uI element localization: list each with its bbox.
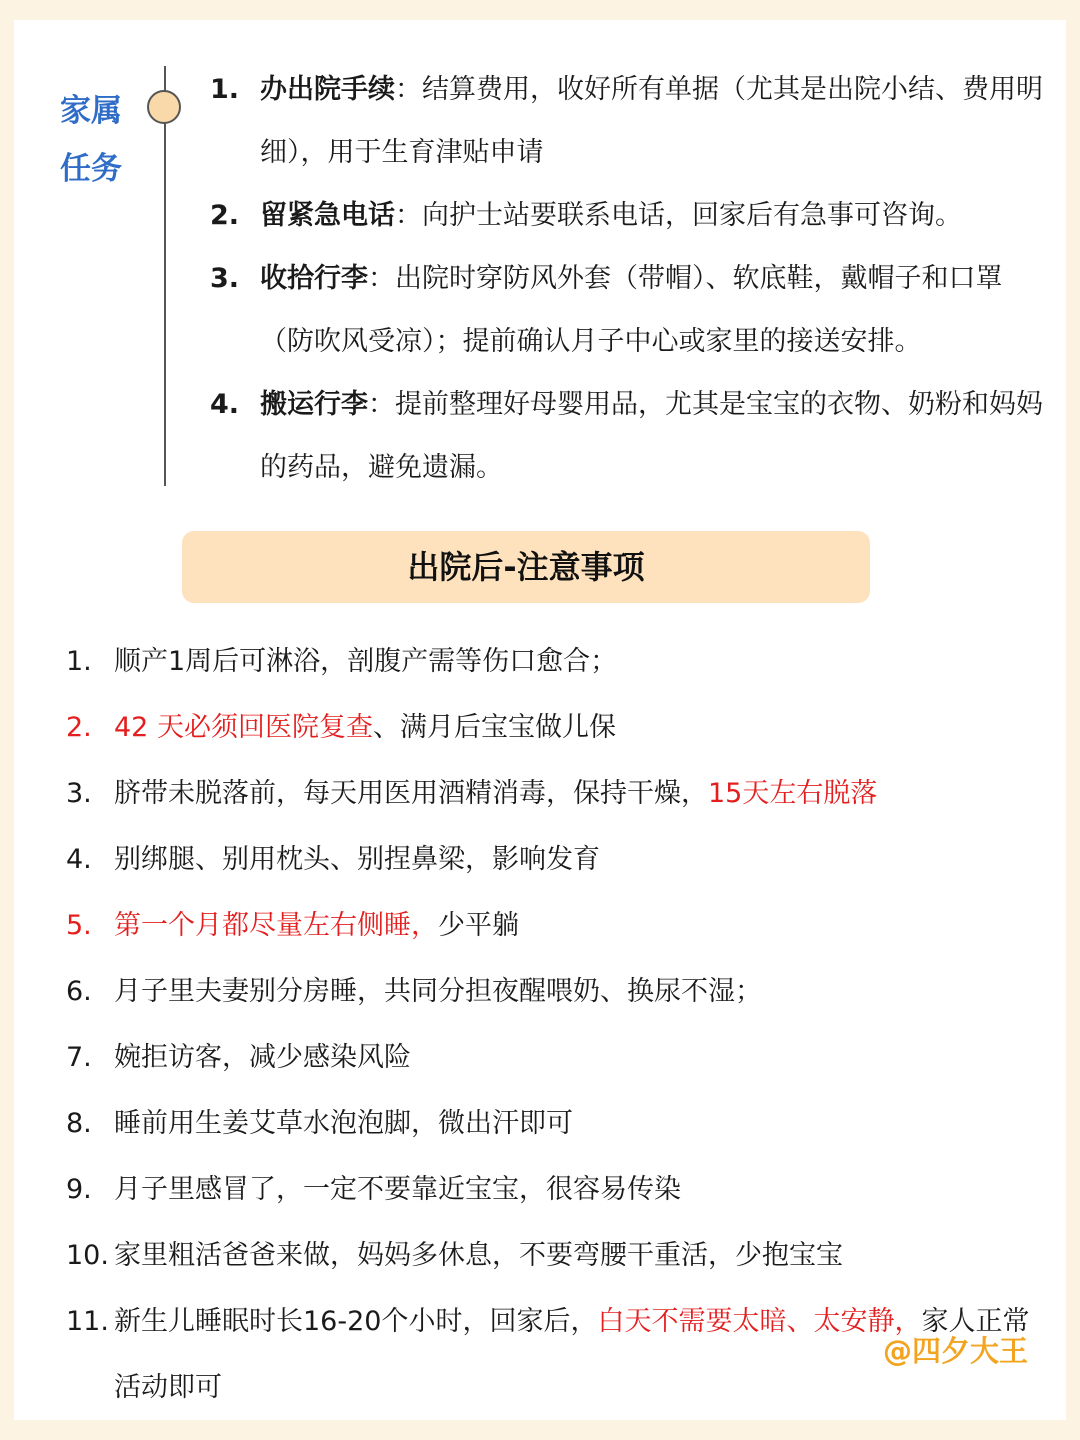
task-term: 办出院手续 [260,74,395,105]
note-item [66,1157,1056,1223]
note-item [66,695,1056,761]
task-number: 2. [210,200,240,231]
note-number: 3. [66,778,92,809]
task-number: 4. [210,389,240,420]
task-item [210,373,1050,499]
note-text: 顺产1周后可淋浴，剖腹产需等伤口愈合； [114,646,618,677]
task-detail: ：向护士站要联系电话，回家后有急事可咨询。 [395,200,962,231]
family-task-list [210,58,1050,499]
task-item [210,58,1050,184]
note-highlight-text: 15天左右脱落 [708,778,878,809]
task-detail: ：提前整理好母婴用品，尤其是宝宝的衣物、奶粉和妈妈的药品，避免遗漏。 [260,389,1043,483]
author-signature: @四夕大王 [882,1334,1028,1368]
note-text: 脐带未脱落前，每天用医用酒精消毒，保持干燥， [114,778,708,809]
note-text: 睡前用生姜艾草水泡泡脚，微出汗即可 [114,1108,573,1139]
note-number: 1. [66,646,92,677]
task-item [210,247,1050,373]
content-card [14,20,1066,1420]
note-number: 5. [66,910,92,941]
note-text: 少平躺 [438,910,519,941]
timeline-line [164,66,166,486]
note-highlight-text: 42 天必须回医院复查 [114,712,373,743]
note-item [66,827,1056,893]
task-detail: ：结算费用，收好所有单据（尤其是出院小结、费用明细），用于生育津贴申请 [260,74,1043,168]
task-detail: ：出院时穿防风外套（带帽）、软底鞋，戴帽子和口罩（防吹风受凉）；提前确认月子中心或家里的接送安排。 [260,263,1003,357]
note-number: 10. [66,1240,109,1271]
note-item [66,1091,1056,1157]
note-text: 婉拒访客，减少感染风险 [114,1042,411,1073]
note-highlight-text: 第一个月都尽量左右侧睡， [114,910,438,941]
note-text: 别绑腿、别用枕头、别捏鼻梁，影响发育 [114,844,600,875]
note-text: 、满月后宝宝做儿保 [372,712,616,743]
note-number: 8. [66,1108,92,1139]
family-tasks-label: 家属任务 [60,93,122,187]
task-number: 1. [210,74,240,105]
task-item [210,184,1050,247]
note-number: 11. [66,1306,109,1337]
note-number: 4. [66,844,92,875]
note-text: 家人正常活动即可 [114,1306,1030,1403]
task-term: 留紧急电话 [260,200,395,231]
section-banner-title: 出院后-注意事项 [182,531,870,603]
task-term: 搬运行李 [260,389,368,420]
note-item [66,1223,1056,1289]
note-item [66,959,1056,1025]
timeline-node-icon [147,90,181,124]
note-text: 新生儿睡眠时长16-20个小时，回家后， [114,1306,598,1337]
note-number: 9. [66,1174,92,1205]
note-text: 月子里感冒了，一定不要靠近宝宝，很容易传染 [114,1174,681,1205]
note-number: 2. [66,712,92,743]
note-number: 6. [66,976,92,1007]
note-item [66,629,1056,695]
task-number: 3. [210,263,240,294]
note-item [66,761,1056,827]
note-number: 7. [66,1042,92,1073]
note-item [66,893,1056,959]
notes-list [66,629,1056,1421]
note-text: 家里粗活爸爸来做，妈妈多休息，不要弯腰干重活，少抱宝宝 [114,1240,843,1271]
note-highlight-text: 白天不需要太暗、太安静， [597,1306,922,1337]
note-item [66,1025,1056,1091]
note-text: 月子里夫妻别分房睡，共同分担夜醒喂奶、换尿不湿； [114,976,762,1007]
task-term: 收拾行李 [260,263,368,294]
